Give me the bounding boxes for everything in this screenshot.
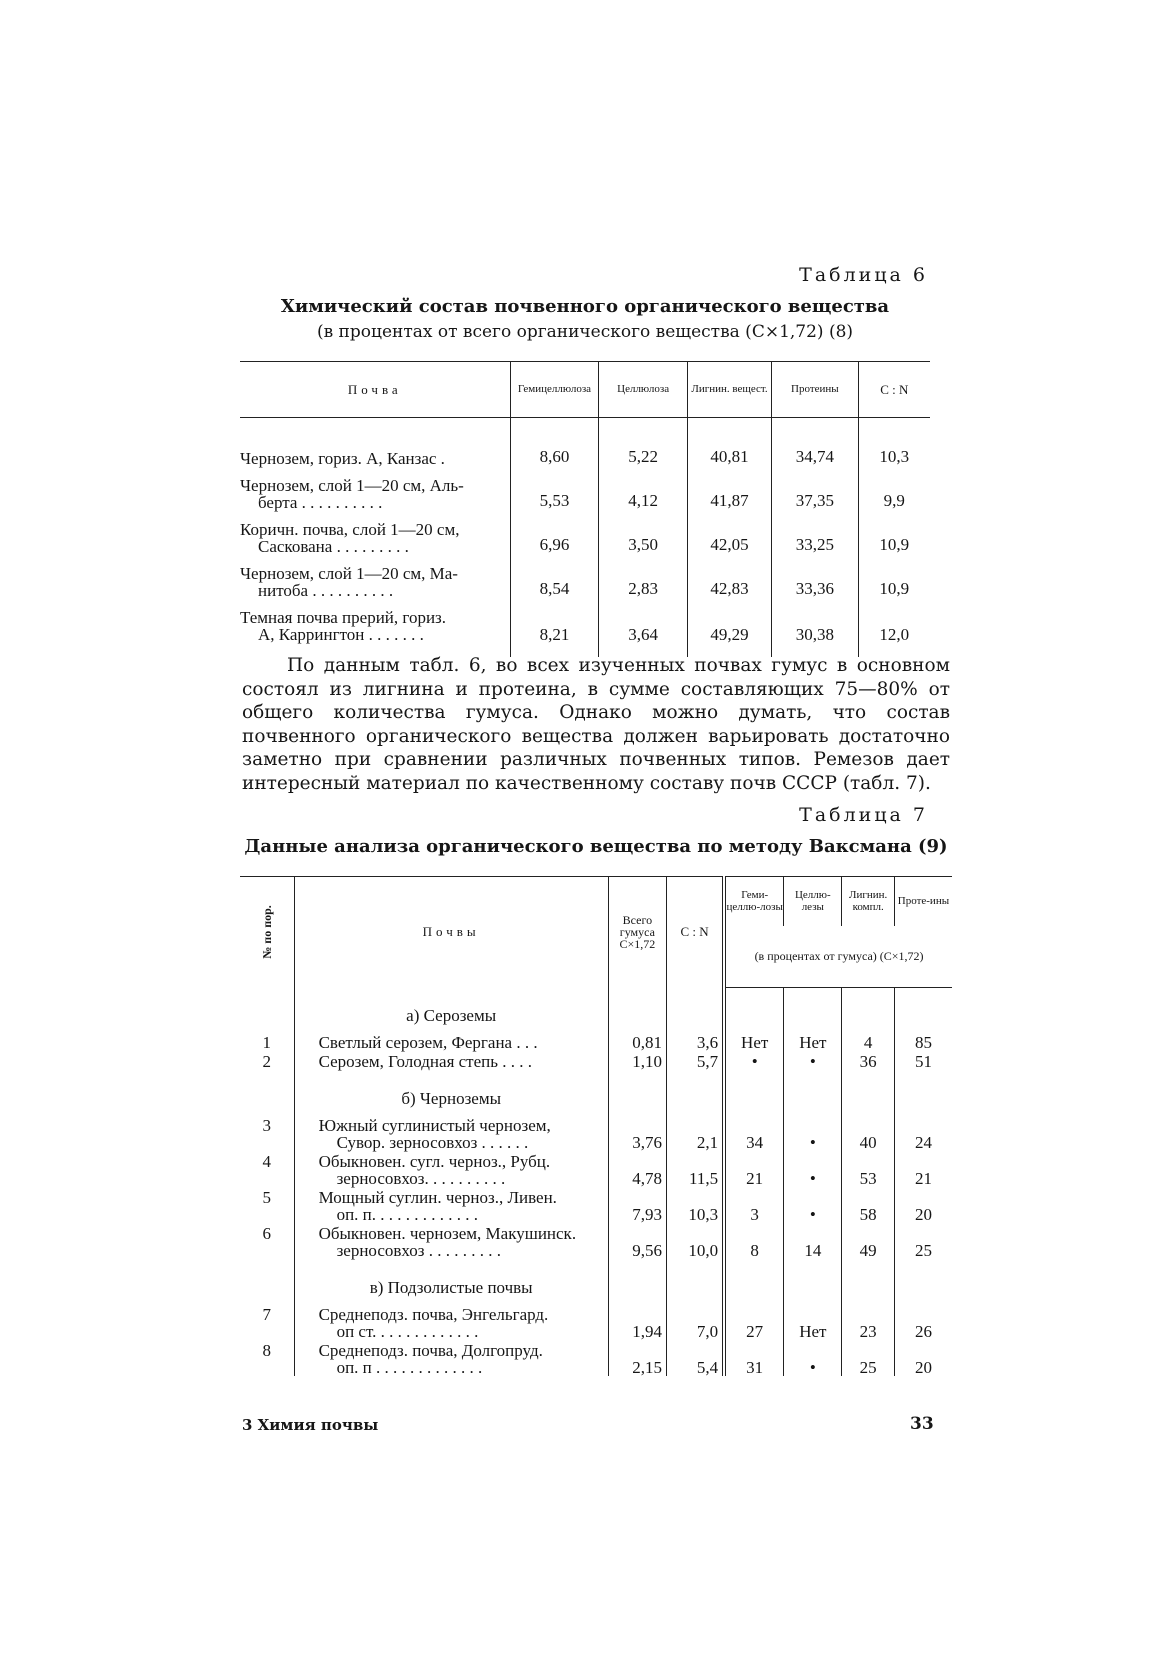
t7-value: 20	[894, 1187, 952, 1223]
t6-value: 2,83	[599, 555, 687, 599]
t6-soil-line: нитоба . . . . . . . . . .	[258, 581, 394, 600]
t7-row-number: 4	[262, 1152, 272, 1171]
t7-header-no: № по пор.	[240, 877, 294, 988]
t7-value: 21	[724, 1151, 784, 1187]
t6-value: 42,83	[687, 555, 771, 599]
t7-value: 26	[894, 1304, 952, 1340]
t6-value: 8,54	[510, 555, 599, 599]
t6-value: 6,96	[510, 511, 599, 555]
t6-value: 40,81	[687, 418, 771, 468]
t7-soil-cell	[294, 1032, 608, 1051]
t7-row	[240, 1223, 952, 1259]
t7-header-lignin: Лигнин. компл.	[842, 877, 894, 926]
t7-header-cellulose: Целлю-лезы	[784, 877, 842, 926]
t7-value: 20	[894, 1340, 952, 1376]
t7-row-number: 1	[262, 1033, 272, 1052]
t7-value: 21	[894, 1151, 952, 1187]
t7-soil-line: Серозем, Голодная степь . . . .	[318, 1052, 533, 1071]
t6-value: 37,35	[772, 467, 858, 511]
t6-soil-line: Темная почва прерий, гориз.	[240, 608, 447, 627]
t7-header-cn: C : N	[666, 877, 724, 988]
t7-row-number: 6	[262, 1224, 272, 1243]
t7-header-humus: Всего гумуса C×1,72	[608, 877, 666, 988]
t6-value: 33,25	[772, 511, 858, 555]
t6-header-soil: Почва	[240, 362, 510, 418]
t7-value: 1,94	[608, 1304, 666, 1340]
t6-value: 34,74	[772, 418, 858, 468]
t6-value: 8,21	[510, 599, 599, 657]
t7-value: 10,3	[666, 1187, 724, 1223]
t7-group-no	[240, 1259, 294, 1304]
t6-row	[240, 467, 930, 511]
t7-group-name: а) Сероземы	[294, 987, 608, 1032]
t7-group-empty	[784, 1259, 842, 1304]
t7-value: 85	[894, 1032, 952, 1051]
t7-group-no	[240, 1070, 294, 1115]
t7-group-empty	[894, 987, 952, 1032]
t7-value: 51	[894, 1051, 952, 1070]
t6-value: 12,0	[858, 599, 930, 657]
t7-soil-line: оп. п. . . . . . . . . . . . .	[336, 1205, 479, 1224]
t7-value: 7,0	[666, 1304, 724, 1340]
t6-soil-line: Чернозем, слой 1—20 см, Аль-	[240, 476, 464, 495]
t7-value: •	[784, 1340, 842, 1376]
t7-value: •	[784, 1115, 842, 1151]
t7-value: 11,5	[666, 1151, 724, 1187]
t7-value: 8	[724, 1223, 784, 1259]
t7-value: 3,6	[666, 1032, 724, 1051]
table6	[240, 361, 930, 657]
t6-value: 30,38	[772, 599, 858, 657]
t7-soil-cell	[294, 1304, 608, 1340]
t7-soil-line: оп ст. . . . . . . . . . . . .	[336, 1322, 479, 1341]
t7-group-no	[240, 987, 294, 1032]
t7-group-row	[240, 1070, 952, 1115]
paragraph-text: По данным табл. 6, во всех изученных почвах гумус в основном состоял из лигнина и протеина, в сумме составляющих 75—80% от общего количества гумуса. Однако можно думать, что состав почвенного органического вещества должен варьировать достаточно заметно при сравнении различных почвенных типов. Ремезов дает интересный материал по качественному составу почв СССР (табл. 7).	[242, 655, 950, 794]
t7-soil-cell	[294, 1051, 608, 1070]
t7-soil-cell	[294, 1340, 608, 1376]
t7-row	[240, 1340, 952, 1376]
t7-group-empty	[784, 1070, 842, 1115]
t6-soil-cell	[240, 511, 510, 555]
t7-soil-line: Среднеподз. почва, Долгопруд.	[318, 1341, 543, 1360]
t7-soil-line: зерносовхоз . . . . . . . . .	[336, 1241, 501, 1260]
t7-soil-line: Светлый серозем, Фергана . . .	[318, 1033, 538, 1052]
t7-value: 25	[894, 1223, 952, 1259]
t7-group-empty	[666, 1259, 724, 1304]
t7-value: 1,10	[608, 1051, 666, 1070]
t7-group-empty	[724, 987, 784, 1032]
t7-group-empty	[842, 987, 894, 1032]
t7-value: 14	[784, 1223, 842, 1259]
t7-value: 3	[724, 1187, 784, 1223]
table7-label: Таблица 7	[799, 804, 928, 826]
t7-soil-line: Обыкновен. сугл. черноз., Рубц.	[318, 1152, 551, 1171]
t6-soil-line: берта . . . . . . . . . .	[258, 493, 383, 512]
t7-value: •	[784, 1151, 842, 1187]
t7-soil-line: оп. п . . . . . . . . . . . . .	[336, 1358, 483, 1377]
t7-value: 34	[724, 1115, 784, 1151]
t6-value: 33,36	[772, 555, 858, 599]
t7-group-name: в) Подзолистые почвы	[294, 1259, 608, 1304]
t7-soil-cell	[294, 1187, 608, 1223]
t7-row	[240, 1032, 952, 1051]
t6-value: 10,3	[858, 418, 930, 468]
t6-soil-cell	[240, 418, 510, 468]
t7-value: 5,4	[666, 1340, 724, 1376]
t7-row-number: 2	[262, 1052, 272, 1071]
t6-row	[240, 599, 930, 657]
t7-header-protein: Проте-ины	[894, 877, 952, 926]
t7-soil-line: Обыкновен. чернозем, Макушинск.	[318, 1224, 577, 1243]
t7-value: 40	[842, 1115, 894, 1151]
t6-soil-cell	[240, 599, 510, 657]
t7-soil-line: Сувор. зерносовхоз . . . . . .	[336, 1133, 529, 1152]
t7-row-number: 7	[262, 1305, 272, 1324]
t7-value: •	[784, 1187, 842, 1223]
t7-value: Нет	[784, 1032, 842, 1051]
t7-value: Нет	[784, 1304, 842, 1340]
t6-value: 42,05	[687, 511, 771, 555]
t7-group-name: б) Черноземы	[294, 1070, 608, 1115]
t6-header-cellulose: Целлюлоза	[599, 362, 687, 418]
page-number: 33	[910, 1414, 934, 1434]
t7-group-empty	[842, 1259, 894, 1304]
t6-value: 10,9	[858, 511, 930, 555]
t6-header-hemicellulose: Гемицеллюлоза	[510, 362, 599, 418]
t7-soil-cell	[294, 1223, 608, 1259]
t7-soil-line: зерносовхоз. . . . . . . . . .	[336, 1169, 506, 1188]
t7-value: 9,56	[608, 1223, 666, 1259]
t7-group-empty	[608, 1070, 666, 1115]
t6-value: 41,87	[687, 467, 771, 511]
t6-row	[240, 511, 930, 555]
t7-group-empty	[784, 987, 842, 1032]
t7-group-empty	[666, 987, 724, 1032]
body-paragraph	[242, 654, 950, 795]
t7-value: Нет	[724, 1032, 784, 1051]
t7-value: 5,7	[666, 1051, 724, 1070]
t7-value: 4	[842, 1032, 894, 1051]
t7-header-hemicellulose: Геми-целлю-лозы	[724, 877, 784, 926]
t6-header-cn: C : N	[858, 362, 930, 418]
t7-group-empty	[894, 1259, 952, 1304]
t7-value: 36	[842, 1051, 894, 1070]
t7-header-unit: (в процентах от гумуса) (C×1,72)	[724, 926, 952, 987]
t7-soil-cell	[294, 1115, 608, 1151]
t7-value: 24	[894, 1115, 952, 1151]
table7	[240, 876, 952, 1376]
t6-value: 4,12	[599, 467, 687, 511]
t7-group-empty	[724, 1259, 784, 1304]
t7-soil-line: Среднеподз. почва, Энгельгард.	[318, 1305, 549, 1324]
t7-value: 4,78	[608, 1151, 666, 1187]
t6-value: 3,64	[599, 599, 687, 657]
t7-group-empty	[894, 1070, 952, 1115]
t7-group-empty	[724, 1070, 784, 1115]
t7-row-number: 8	[262, 1341, 272, 1360]
t7-value: •	[784, 1051, 842, 1070]
t6-soil-line: Коричн. почва, слой 1—20 см,	[240, 520, 460, 539]
t6-value: 8,60	[510, 418, 599, 468]
t7-row	[240, 1151, 952, 1187]
t7-value: 31	[724, 1340, 784, 1376]
footer-left: 3 Химия почвы	[242, 1416, 379, 1434]
t6-row	[240, 418, 930, 468]
t6-value: 5,53	[510, 467, 599, 511]
t7-soil-cell	[294, 1151, 608, 1187]
t6-row	[240, 555, 930, 599]
t6-soil-line: Саскована . . . . . . . . .	[258, 537, 409, 556]
t7-soil-line: Южный суглинистый чернозем,	[318, 1116, 551, 1135]
t6-value: 5,22	[599, 418, 687, 468]
t7-group-row	[240, 1259, 952, 1304]
t7-group-empty	[842, 1070, 894, 1115]
t7-value: 49	[842, 1223, 894, 1259]
t7-value: 7,93	[608, 1187, 666, 1223]
t6-value: 10,9	[858, 555, 930, 599]
t7-value: 3,76	[608, 1115, 666, 1151]
t7-row	[240, 1304, 952, 1340]
t7-value: 10,0	[666, 1223, 724, 1259]
t7-row-number: 5	[262, 1188, 272, 1207]
t6-value: 49,29	[687, 599, 771, 657]
t7-group-row	[240, 987, 952, 1032]
t7-group-empty	[608, 987, 666, 1032]
table6-label: Таблица 6	[799, 264, 928, 286]
t6-soil-cell	[240, 555, 510, 599]
t7-row	[240, 1115, 952, 1151]
t7-value: 58	[842, 1187, 894, 1223]
t7-value: 53	[842, 1151, 894, 1187]
t7-row	[240, 1187, 952, 1223]
t6-header-proteins: Протеины	[772, 362, 858, 418]
t7-header-soil: Почвы	[294, 877, 608, 988]
table7-title: Данные анализа органического вещества по методу Ваксмана (9)	[244, 836, 948, 857]
t6-soil-line: А, Каррингтон . . . . . . .	[258, 625, 424, 644]
t7-value: •	[724, 1051, 784, 1070]
t7-value: 2,15	[608, 1340, 666, 1376]
t7-group-empty	[666, 1070, 724, 1115]
t6-value: 9,9	[858, 467, 930, 511]
t7-value: 25	[842, 1340, 894, 1376]
t6-header-lignin: Лигнин. вещест.	[687, 362, 771, 418]
table6-subtitle: (в процентах от всего органического вещества (C×1,72) (8)	[316, 322, 854, 342]
t7-row	[240, 1051, 952, 1070]
t6-value: 3,50	[599, 511, 687, 555]
table6-title: Химический состав почвенного органического вещества	[280, 296, 890, 317]
t6-soil-line: Чернозем, слой 1—20 см, Ма-	[240, 564, 458, 583]
t7-soil-line: Мощный суглин. черноз., Ливен.	[318, 1188, 557, 1207]
t7-group-empty	[608, 1259, 666, 1304]
t6-soil-line: Чернозем, гориз. А, Канзас .	[240, 449, 445, 468]
t7-value: 23	[842, 1304, 894, 1340]
t7-row-number: 3	[262, 1116, 272, 1135]
t7-value: 27	[724, 1304, 784, 1340]
t6-soil-cell	[240, 467, 510, 511]
t7-value: 2,1	[666, 1115, 724, 1151]
t7-value: 0,81	[608, 1032, 666, 1051]
